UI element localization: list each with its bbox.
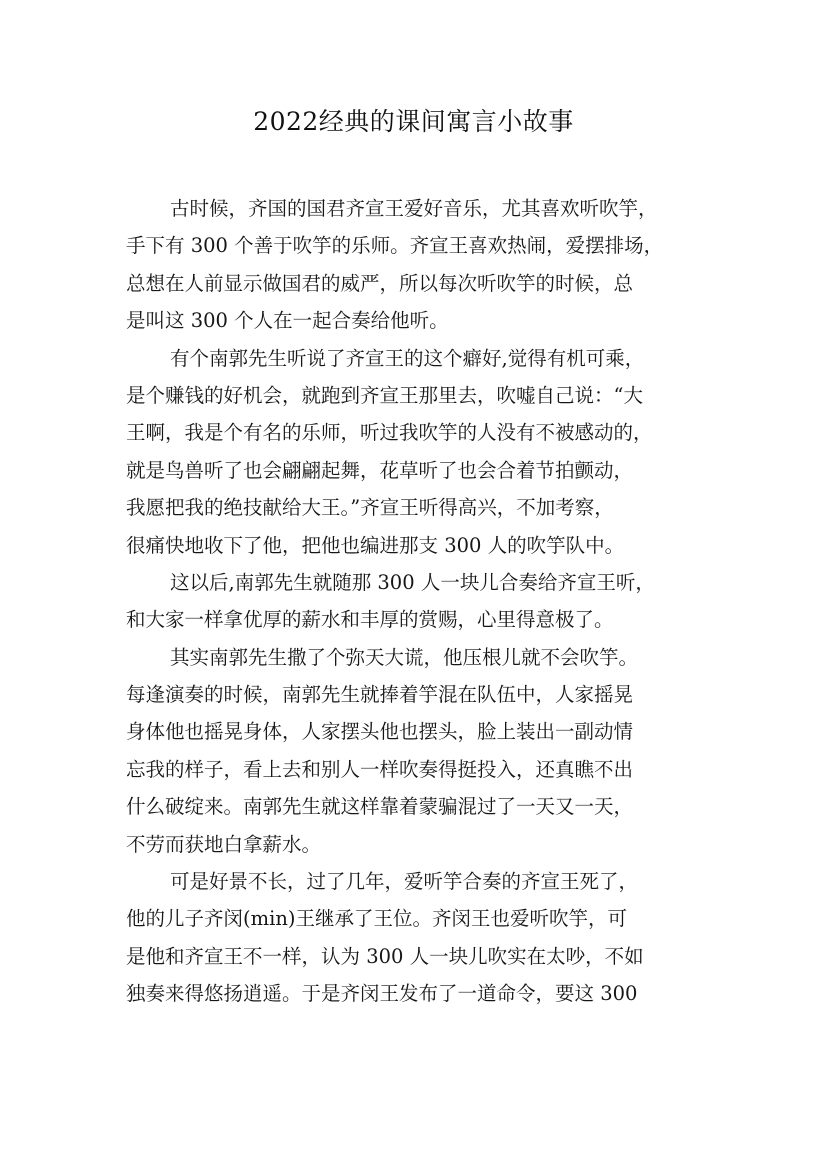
text-line: 不劳而获地白拿薪水。 <box>126 832 322 856</box>
text-line: 手下有 300 个善于吹竽的乐师。齐宣王喜欢热闹，爱摆排场， <box>126 234 664 258</box>
text-line: 总想在人前显示做国君的威严，所以每次听吹竽的时候，总 <box>126 271 634 295</box>
text-line: 可是好景不长，过了几年，爱听竽合奏的齐宣王死了， <box>170 870 639 894</box>
text-line: 忘我的样子，看上去和别人一样吹奏得挺投入，还真瞧不出 <box>126 757 634 781</box>
text-line: 古时候，齐国的国君齐宣王爱好音乐，尤其喜欢听吹竽， <box>170 197 658 220</box>
text-line: 身体他也摇晃身体，人家摆头他也摆头，脸上装出一副动情 <box>126 720 634 744</box>
text-line: 这以后,南郭先生就随那 300 人一块儿合奏给齐宣王听， <box>170 570 655 594</box>
text-line: 他的儿子齐闵(min)王继承了王位。齐闵王也爱听吹竽，可 <box>126 907 628 931</box>
text-line: 和大家一样拿优厚的薪水和丰厚的赏赐，心里得意极了。 <box>126 608 614 632</box>
text-line: 是叫这 300 个人在一起合奏给他听。 <box>126 309 449 333</box>
text-line: 独奏来得悠扬逍遥。于是齐闵王发布了一道命令，要这 300 <box>126 982 638 1006</box>
document-title: 2022经典的课间寓言小故事 <box>253 107 574 136</box>
document-body <box>126 190 716 1013</box>
text-line: 有个南郭先生听说了齐宣王的这个癖好,觉得有机可乘， <box>170 346 645 370</box>
text-line: 每逢演奏的时候，南郭先生就捧着竽混在队伍中，人家摇晃 <box>126 683 634 707</box>
text-line: 很痛快地收下了他，把他也编进那支 300 人的吹竽队中。 <box>126 533 625 557</box>
text-line: 是他和齐宣王不一样，认为 300 人一块儿吹实在太吵，不如 <box>126 944 644 968</box>
text-line: 王啊，我是个有名的乐师，听过我吹竽的人没有不被感动的， <box>126 421 653 445</box>
text-line: 是个赚钱的好机会，就跑到齐宣王那里去，吹嘘自己说：“大 <box>126 383 643 407</box>
text-line: 什么破绽来。南郭先生就这样靠着蒙骗混过了一天又一天， <box>126 795 634 819</box>
text-line: 其实南郭先生撒了个弥天大谎，他压根儿就不会吹竽。 <box>170 645 639 669</box>
text-line: 我愿把我的绝技献给大王。”齐宣王听得高兴，不加考察， <box>126 496 614 520</box>
text-line: 就是鸟兽听了也会翩翩起舞，花草听了也会合着节拍颤动， <box>126 458 634 482</box>
